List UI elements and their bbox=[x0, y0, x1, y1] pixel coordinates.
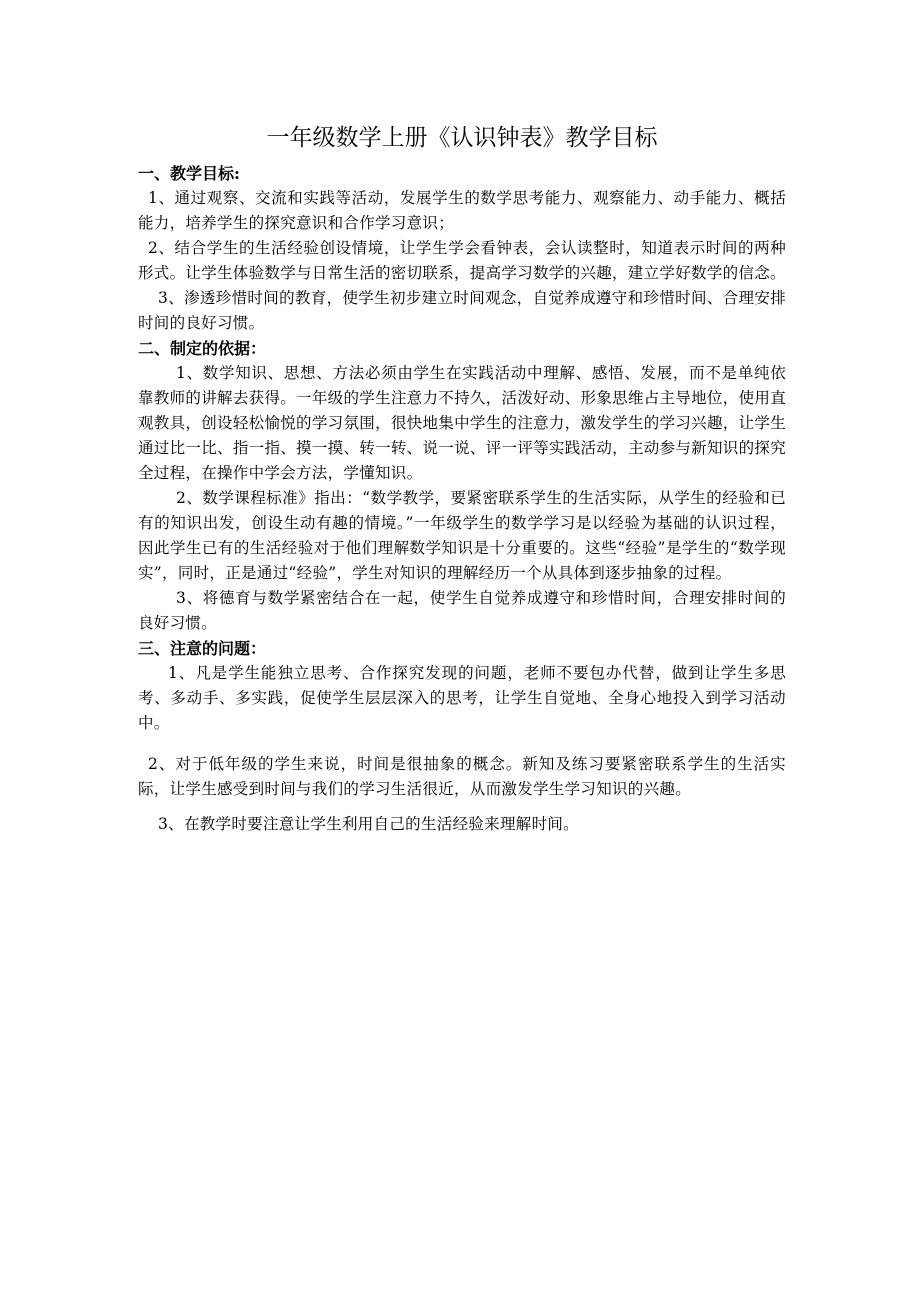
section-notes bbox=[138, 636, 786, 837]
section-basis bbox=[138, 336, 786, 636]
paragraph: 2、数学课程标准》指出：“数学教学，要紧密联系学生的生活实际，从学生的经验和已有的知识出发，创设生动有趣的情境。”一年级学生的数学学习是以经验为基础的认识过程，因此学生已有的生活经验对于他们理解数学知识是十分重要的。这些“经验”是学生的“数学现实”，同时，正是通过“经验”，学生对知识的理解经历一个从具体到逐步抽象的过程。 bbox=[138, 489, 786, 582]
paragraph: 2、对于低年级的学生来说，时间是很抽象的概念。新知及练习要紧密联系学生的生活实际，让学生感受到时间与我们的学习生活很近，从而激发学生学习知识的兴趣。 bbox=[138, 755, 786, 798]
section-heading: 二、制定的依据： bbox=[138, 339, 267, 358]
section-teaching-goals bbox=[138, 161, 786, 336]
section-heading: 一、教学目标: bbox=[138, 164, 240, 183]
paragraph: 1、数学知识、思想、方法必须由学生在实践活动中理解、感悟、发展，而不是单纯依靠教师的讲解去获得。一年级的学生注意力不持久，活泼好动、形象思维占主导地位，使用直观教具，创设轻松愉悦的学习氛围，很快地集中学生的注意力，激发学生的学习兴趣，让学生通过比一比、指一指、摸一摸、转一转、说一说、评一评等实践活动，主动参与新知识的探究全过程，在操作中学会方法，学懂知识。 bbox=[138, 364, 786, 482]
paragraph: 3、在教学时要注意让学生利用自己的生活经验来理解时间。 bbox=[158, 815, 579, 833]
paragraph: 1、凡是学生能独立思考、合作探究发现的问题，老师不要包办代替，做到让学生多思考、多动手、多实践，促使学生层层深入的思考，让学生自觉地、全身心地投入到学习活动中。 bbox=[138, 664, 786, 732]
paragraph: 1、通过观察、交流和实践等活动，发展学生的数学思考能力、观察能力、动手能力、概括能力，培养学生的探究意识和合作学习意识； bbox=[138, 189, 786, 232]
paragraph: 2、结合学生的生活经验创设情境，让学生学会看钟表，会认读整时，知道表示时间的两种形式。让学生体验数学与日常生活的密切联系，提高学习数学的兴趣，建立学好数学的信念。 bbox=[138, 239, 786, 282]
section-heading: 三、注意的问题： bbox=[138, 639, 267, 658]
document-page bbox=[138, 118, 786, 837]
paragraph: 3、渗透珍惜时间的教育，使学生初步建立时间观念，自觉养成遵守和珍惜时间、合理安排时间的良好习惯。 bbox=[138, 289, 786, 332]
document-title: 一年级数学上册《认识钟表》教学目标 bbox=[266, 125, 658, 151]
paragraph: 3、将德育与数学紧密结合在一起，使学生自觉养成遵守和珍惜时间，合理安排时间的良好习惯。 bbox=[138, 589, 786, 632]
